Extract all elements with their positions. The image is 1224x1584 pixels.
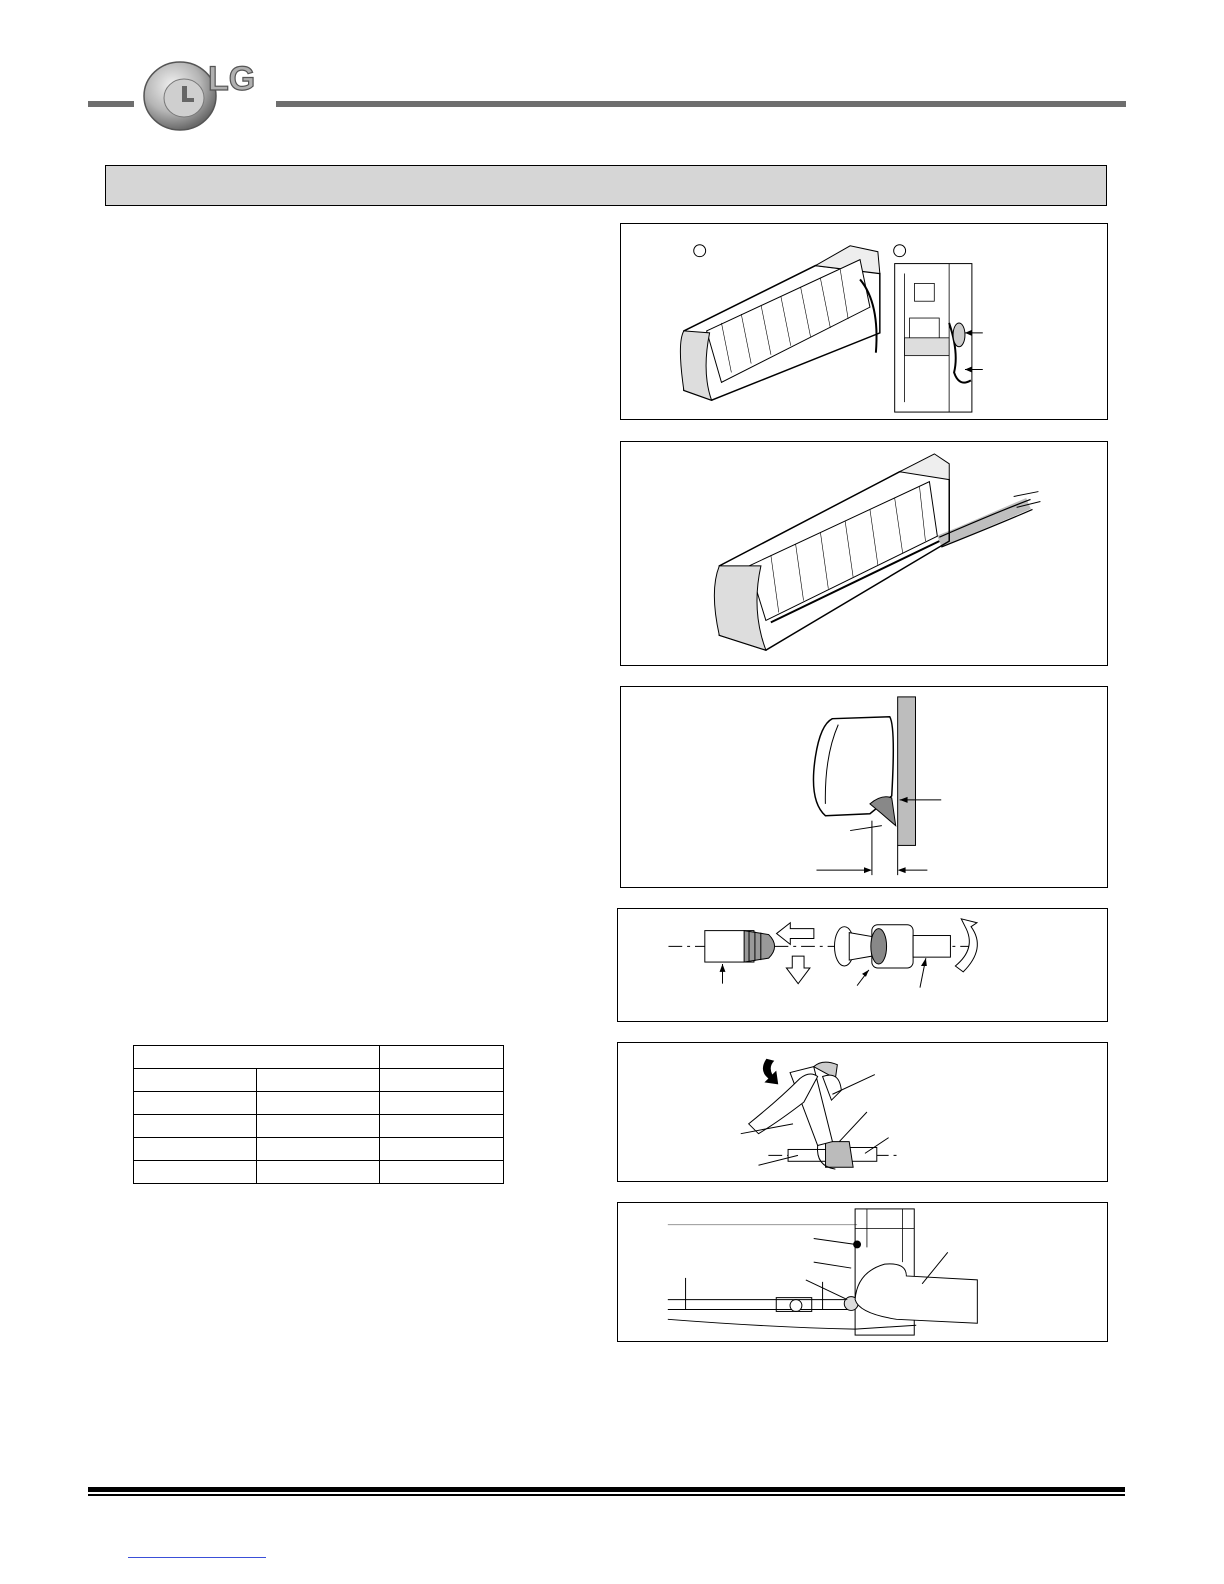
table-cell xyxy=(134,1069,257,1092)
figure-indoor-unit-pipe-routing xyxy=(620,223,1108,420)
table-cell xyxy=(380,1069,504,1092)
table-row xyxy=(134,1161,504,1184)
lg-logo-text: LG xyxy=(208,60,256,98)
footer-rule-thin xyxy=(88,1494,1125,1496)
torque-spec-table xyxy=(133,1045,504,1184)
table-cell xyxy=(257,1069,380,1092)
section-title-bar xyxy=(105,165,1107,206)
table-row xyxy=(134,1115,504,1138)
table-cell xyxy=(257,1092,380,1115)
header-rule-right xyxy=(276,101,1126,107)
table-cell xyxy=(134,1092,257,1115)
footer-rule-thick xyxy=(88,1487,1125,1492)
table-cell xyxy=(134,1115,257,1138)
table-row xyxy=(134,1092,504,1115)
table-cell xyxy=(257,1161,380,1184)
figure-flare-nut-connection xyxy=(617,908,1108,1022)
table-header-cell xyxy=(380,1046,504,1069)
table-row xyxy=(134,1138,504,1161)
figure-marker-a xyxy=(694,245,706,257)
figure-unit-side-view-wall xyxy=(620,686,1108,888)
table-cell xyxy=(257,1138,380,1161)
figure-wrench-tightening xyxy=(617,1042,1108,1182)
table-cell xyxy=(134,1161,257,1184)
table-row xyxy=(134,1069,504,1092)
figure-marker-b xyxy=(894,245,906,257)
figure-drain-piping-detail xyxy=(617,1202,1108,1342)
footer-link-underline[interactable] xyxy=(128,1557,266,1558)
header-rule-left xyxy=(88,101,134,107)
table-cell xyxy=(380,1138,504,1161)
table-cell xyxy=(380,1161,504,1184)
table-header-row xyxy=(134,1046,504,1069)
table-cell xyxy=(380,1115,504,1138)
table-cell xyxy=(380,1092,504,1115)
table-header-cell xyxy=(134,1046,380,1069)
table-cell xyxy=(257,1115,380,1138)
lg-logo xyxy=(138,52,278,136)
table-cell xyxy=(134,1138,257,1161)
figure-indoor-unit-piping xyxy=(620,441,1108,666)
